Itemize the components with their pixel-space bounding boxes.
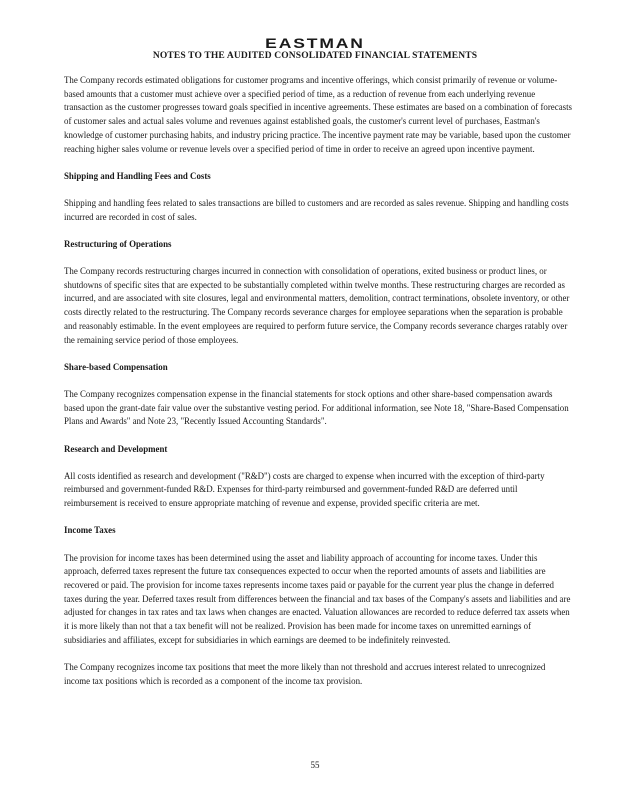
share-based-heading: Share-based Compensation xyxy=(64,361,168,372)
intro-paragraph: The Company records estimated obligations for customer programs and incentive offerings, which consist primarily of revenue or volume-based amounts that a customer must achieve over a specified period of time, as a reduction of revenue from each underlying revenue transaction as the customer progresses toward goals specified in incentive agreements. These estimates are based on a combination of forecasts of customer sales and actual sales volume and revenues against established goals, the customer's current level of purchases, Eastman's knowledge of customer purchasing habits, and industry pricing practice. The incentive payment rate may be variable, based upon the customer reaching higher sales volume or revenue levels over a specified period of time in order to receive an agreed upon incentive payment. xyxy=(64,75,573,154)
page-title: NOTES TO THE AUDITED CONSOLIDATED FINANCIAL STATEMENTS xyxy=(152,51,478,61)
research-heading: Research and Development xyxy=(64,443,168,454)
shipping-paragraph: Shipping and handling fees related to sales transactions are billed to customers and are recorded as sales revenue. Shipping and handling costs incurred are recorded in cost of sales. xyxy=(64,197,569,222)
share-based-paragraph: The Company recognizes compensation expense in the financial statements for stock options and other share-based compensation awards based upon the grant-date fair value over the substantive vesting period. For additional information, see Note 18, "Share-Based Compensation Plans and Awards" and Note 23, "Recently Issued Accounting Standards". xyxy=(64,388,569,427)
income-taxes-heading: Income Taxes xyxy=(64,525,116,536)
document-body xyxy=(64,74,572,702)
research-paragraph: All costs identified as research and development ("R&D") costs are charged to expense when incurred with the exception of third-party reimbursed and government-funded R&D. Expenses for third-party reimbursed and government-funded R&D are deferred until reimbursement is received to ensure appropriate matching of revenue and expense, provided specific criteria are met. xyxy=(64,470,545,509)
income-tax-positions-paragraph: The Company recognizes income tax positions that meet the more likely than not threshold and accrues interest related to unrecognized income tax positions which is recorded as a component of the income tax provision. xyxy=(64,662,546,686)
income-taxes-paragraph: The provision for income taxes has been determined using the asset and liability approach of accounting for income taxes. Under this approach, deferred taxes represent the future tax consequences expected to occur when the reported amounts of assets and liabilities are recovered or paid. The provision for income taxes represents income taxes paid or payable for the current year plus the change in deferred taxes during the year. Deferred taxes result from differences between the financial and tax bases of the Company's assets and liabilities and are adjusted for changes in tax rates and tax laws when changes are enacted. Valuation allowances are recorded to reduce deferred tax assets when it is more likely than not that a tax benefit will not be realized. Provision has been made for income taxes on unremitted earnings of subsidiaries and affiliates, except for subsidiaries in which earnings are deemed to be indefinitely reinvested. xyxy=(64,552,571,645)
restructuring-paragraph: The Company records restructuring charges incurred in connection with consolidation of operations, exited business or product lines, or shutdowns of specific sites that are expected to be substantially completed within twelve months. These restructuring charges are recorded as incurred, and are associated with site closures, legal and environmental matters, demolition, contract terminations, obsolete inventory, or other costs directly related to the restructuring. The Company records severance charges for employee separations when the separation is probable and reasonably estimable. In the event employees are required to perform future service, the Company records severance charges ratably over the remaining service period of those employees. xyxy=(64,266,570,345)
company-logo: EASTMAN xyxy=(265,35,365,51)
shipping-heading: Shipping and Handling Fees and Costs xyxy=(64,170,211,181)
restructuring-heading: Restructuring of Operations xyxy=(64,238,172,249)
page-number: 55 xyxy=(310,760,320,770)
